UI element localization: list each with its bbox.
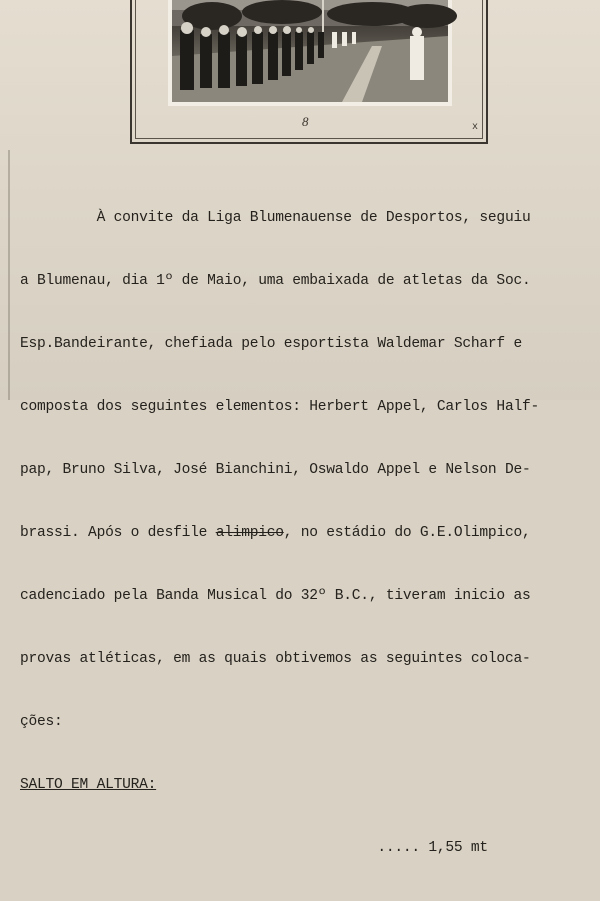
photo-frame: [130, 0, 488, 144]
struck-word: alimpico: [215, 525, 284, 541]
text-line-7: cadenciado pela Banda Musical do 32º B.C., tiveram inicio as: [20, 588, 531, 604]
text-line-9: ções:: [20, 714, 63, 730]
photo-number: 8: [302, 114, 309, 129]
text-line-8: provas atléticas, em as quais obtivemos as seguintes coloca-: [20, 651, 531, 667]
text-line-4: composta dos seguintes elementos: Herbert Appel, Carlos Half-: [20, 399, 539, 415]
parade-photo-illustration: [172, 0, 448, 102]
text-line-1: À convite da Liga Blumenauense de Desportos, seguiu: [20, 210, 531, 226]
section-heading: SALTO EM ALTURA:: [20, 777, 157, 793]
text-line-5: pap, Bruno Silva, José Bianchini, Oswaldo Appel e Nelson De-: [20, 462, 531, 478]
parade-photo: [168, 0, 452, 106]
text-line-6: [20, 523, 595, 544]
text-line-2: a Blumenau, dia 1º de Maio, uma embaixada de atletas da Soc.: [20, 273, 531, 289]
text-line-6-end: , no estádio do G.E.Olimpico,: [283, 525, 531, 541]
left-margin-line: [8, 150, 10, 400]
photo-corner-mark: x: [472, 122, 479, 133]
text-line-3: Esp.Bandeirante, chefiada pelo esportista Waldemar Scharf e: [20, 336, 522, 352]
text-line-6-start: brassi. Após o desfile: [20, 525, 208, 541]
document-body: [20, 166, 595, 901]
partial-line: ..... 1,55 mt: [20, 840, 488, 856]
